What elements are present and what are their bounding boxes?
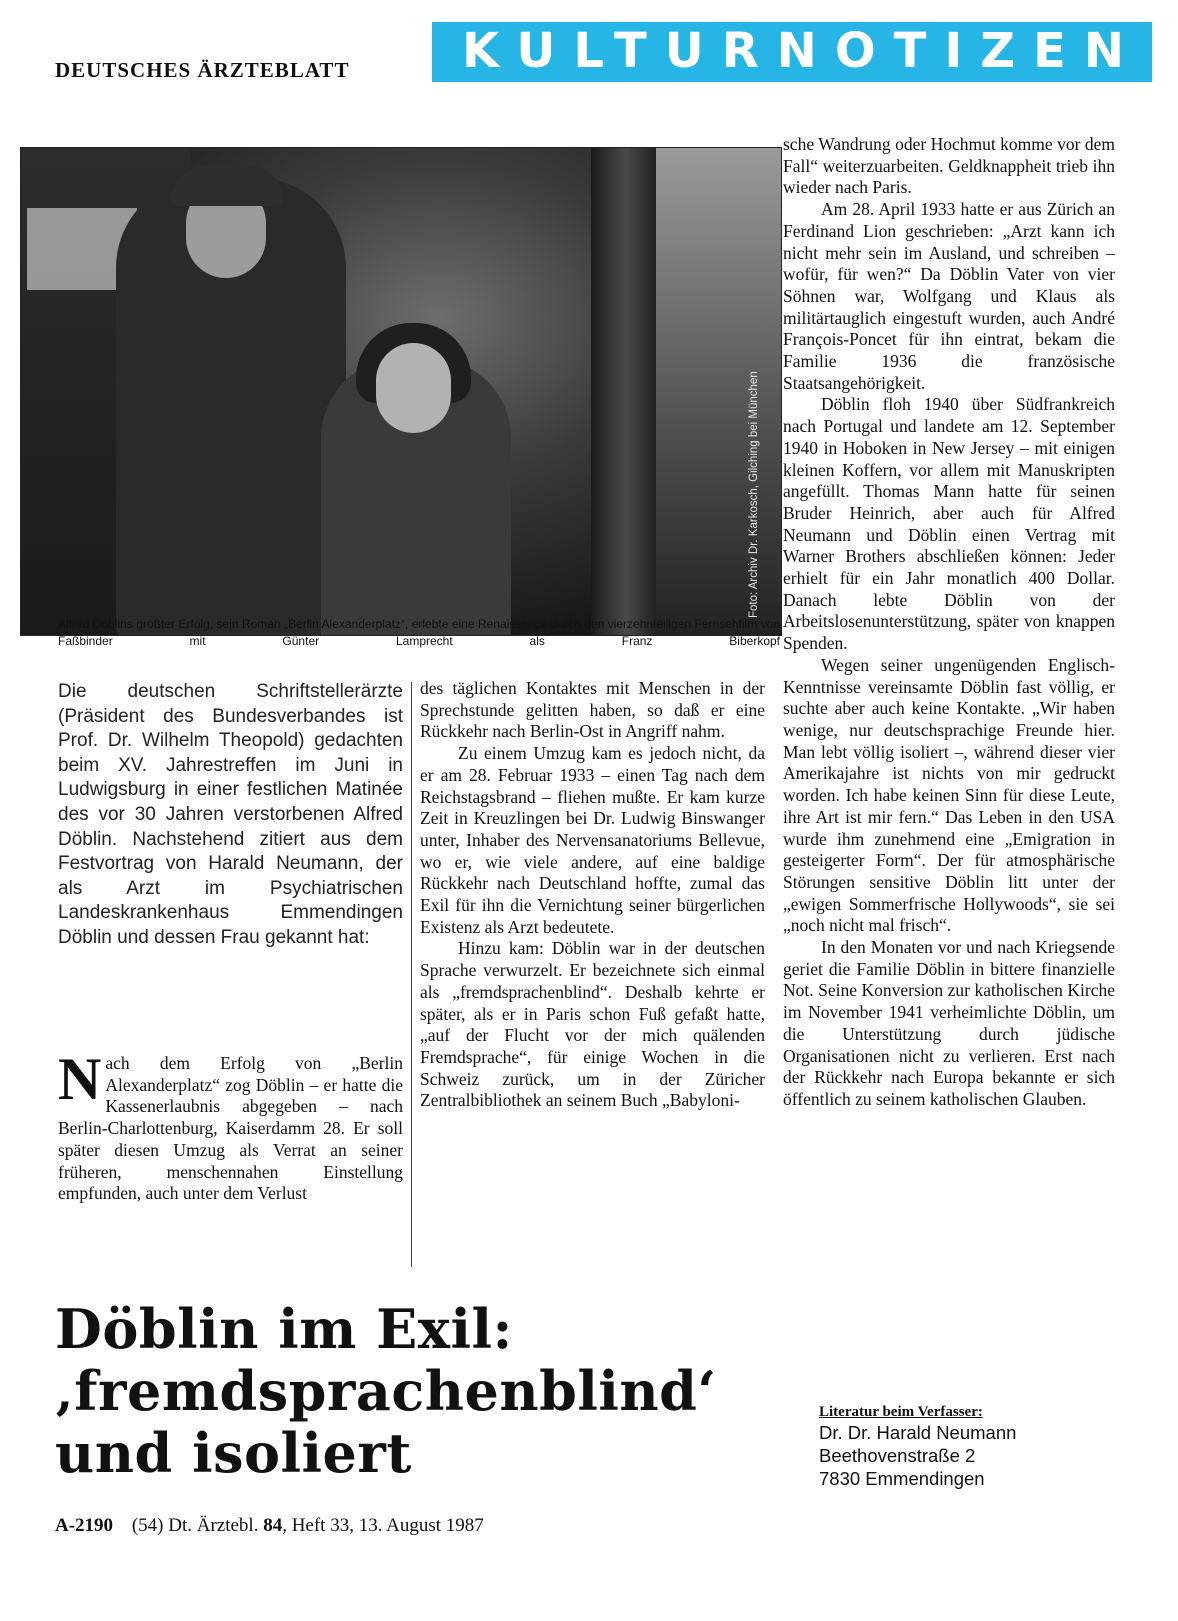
paragraph: sche Wandrung oder Hochmut komme vor dem Fall“ weiterzuarbeiten. Geldknappheit trieb ihn wieder nach Paris. [783,134,1115,198]
article-intro: Die deutschen Schriftstellerärzte (Präsident des Bundesverbandes ist Prof. Dr. Wilhelm Theopold) gedachten beim XV. Jahrestreffen im Juni in Ludwigsburg in einer festlichen Matinée des vor 30 Jahren verstorbenen Alfred Döblin. Nachstehend zitiert aus dem Festvortrag von Harald Neumann, der als Arzt im Psychiatrischen Landeskrankenhaus Emmendingen Döblin und dessen Frau gekannt hat: [58,681,403,948]
issue-suffix: , Heft 33, 13. August 1987 [282,1515,484,1536]
article-column-3 [783,134,1115,1111]
paragraph: ach dem Erfolg von „Berlin Alexanderplatz“ zog Döblin – er hatte die Kassenerlaubnis abgegeben – nach Berlin-Charlottenburg, Kaiserdamm 28. Er soll später diesen Umzug als Verrat an seiner früheren, menschennahen Einstellung empfunden, auch unter dem Verlust [58,1053,403,1204]
column-divider [411,682,412,1267]
photo-figure-woman-head [376,343,451,433]
headline-line-3: und isoliert [55,1421,412,1485]
paragraph: des täglichen Kontaktes mit Menschen in der Sprechstunde gelitten haben, so daß er eine Rückkehr nach Berlin-Ost in Angriff nahm. [420,678,765,742]
author-street: Beethovenstraße 2 [819,1445,976,1466]
author-name: Dr. Dr. Harald Neumann [819,1422,1017,1443]
paragraph: In den Monaten vor und nach Kriegsende geriet die Familie Döblin in bittere finanzielle Not. Seine Konversion zur katholischen Kirche im November 1941 verheimlichte Döblin, um die Unterstützung durch jüdische Organisationen nicht zu verlieren. Erst nach der Rückkehr nach Europa bekannte er sich öffentlich zu seinem katholischen Glauben. [783,937,1115,1109]
photo-figure-man-cap [171,166,283,206]
page-footer [55,1515,484,1537]
article-column-1 [58,1046,403,1205]
photo-pillar [591,148,661,635]
photo-credit: Foto: Archiv Dr. Karkosch, Gilching bei München [748,371,760,618]
paragraph: Hinzu kam: Döblin war in der deutschen Sprache verwurzelt. Er bezeichnete sich einmal als „fremdsprachenblind“. Deshalb kehrte er später, als er in Paris schon Fuß gefaßt hatte, „auf der Flucht vor der mich quälenden Fremdsprache“, für einige Wochen in die Schweiz zurück, um in der Züricher Zentralbibliothek an seinem Buch „Babyloni- [420,938,765,1111]
volume-number: 84 [263,1515,283,1536]
paragraph: Zu einem Umzug kam es jedoch nicht, da er am 28. Februar 1933 – einen Tag nach dem Reichstagsbrand – fliehen mußte. Er kam kurze Zeit in Kreuzlingen bei Dr. Ludwig Binswanger unter, Inhaber des Nervensanatoriums Bellevue, wo er, wie viele andere, auf eine baldige Rückkehr nach Deutschland hoffte, zumal das Exil für ihn die Vernichtung seiner bürgerlichen Existenz als Arzt bedeutete. [420,743,765,937]
section-banner [432,22,1152,82]
publication-name: DEUTSCHES ÄRZTEBLATT [55,58,350,82]
article-column-2 [420,678,765,1112]
section-title: KULTURNOTIZEN [462,23,1142,79]
page-code: A-2190 [55,1515,114,1536]
author-address [819,1421,1119,1490]
paragraph: Am 28. April 1933 hatte er aus Zürich an Ferdinand Lion geschrieben: „Arzt kann ich nicht mehr sein im Ausland, und schreiben – wofür, für wen?“ Da Döblin Vater von vier Söhnen war, Wolfgang und Klaus als militärtauglich eingestuft wurden, auch André François-Poncet für ihn eintrat, bekam die Familie 1936 die französische Staatsangehörigkeit. [783,199,1115,393]
article-headline [55,1298,755,1484]
photo-window [656,148,781,635]
issue-prefix: (54) Dt. Ärztebl. [131,1515,259,1536]
paragraph: Döblin floh 1940 über Südfrankreich nach Portugal und landete am 12. September 1940 in Hoboken in New Jersey – mit einigen kleinen Koffern, vor allem mit Manuskripten angefüllt. Thomas Mann hatte für seinen Bruder Heinrich, aber auch für Alfred Neumann und Döblin einen Vertrag mit Warner Brothers abschließen können: Jeder erhielt für ein Jahr monatlich 400 Dollar. Danach lebte Döblin von der Arbeitslosenunterstützung, später von knappen Spenden. [783,394,1115,654]
photo-caption: Alfred Döblins größter Erfolg, sein Roman „Berlin Alexanderplatz“, erlebte eine Renaissance durch den vierzehnteiligen Fernsehfilm von Faßbinder mit Günter Lamprecht als Franz Biberkopf [58,617,780,648]
author-city: 7830 Emmendingen [819,1468,985,1489]
article-photo [20,147,782,636]
literature-heading: Literatur beim Verfasser: [819,1404,983,1420]
headline-line-2: ‚fremdsprachenblind‘ [55,1359,717,1423]
headline-line-1: Döblin im Exil: [55,1297,513,1361]
drop-cap: N [58,1046,102,1112]
paragraph: Wegen seiner ungenügenden Englisch-Kenntnisse vereinsamte Döblin fast völlig, er suchte aber auch keine Kontakte. „Wir haben wenige, nur deutschsprachige Freunde hier. Man lebt völlig isoliert –, während dieser vier Amerikajahre ist nichts von mir gedruckt worden. Ich habe keinen Sinn für diese Leute, ihre Art ist mir fern.“ Das Leben in den USA wurde ihm zunehmend eine „Emigration in gesteigerter Form“. Der für atmosphärische Störungen sensitive Döblin litt unter der „ewigen Sommerfrische Hollywoods“, sie sei „noch nicht mal frisch“. [783,654,1115,936]
